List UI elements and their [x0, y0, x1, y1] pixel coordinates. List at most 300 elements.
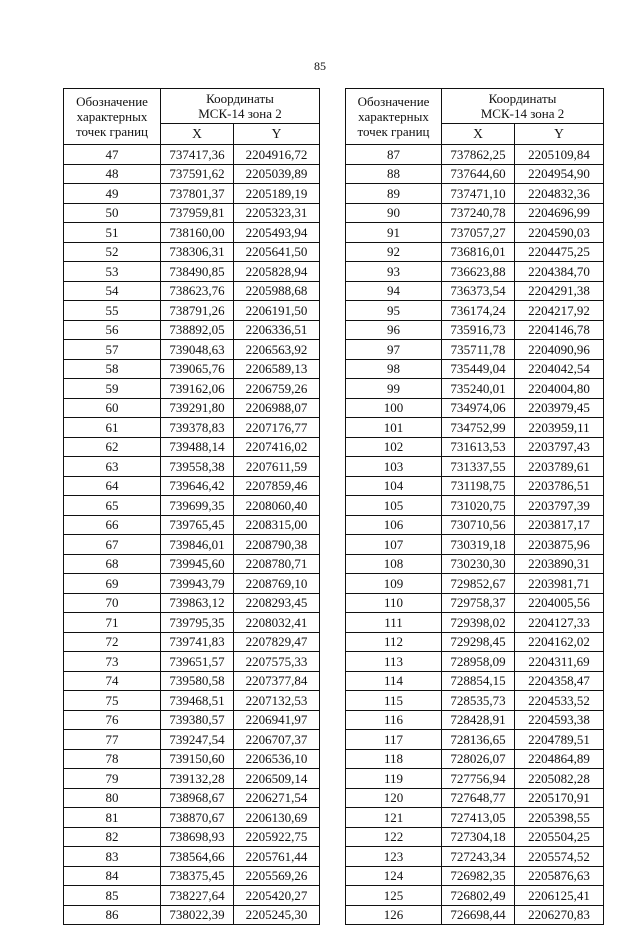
table-row — [346, 808, 604, 828]
y-coordinate-cell: 2205493,94 — [234, 223, 320, 243]
table-row — [346, 769, 604, 789]
y-coordinate-cell: 2204590,03 — [515, 223, 604, 243]
table-row — [64, 496, 320, 516]
point-number-cell: 107 — [346, 535, 442, 555]
point-number-cell: 55 — [64, 301, 161, 321]
x-coordinate-cell: 739162,06 — [161, 379, 234, 399]
table-row — [346, 730, 604, 750]
x-coordinate-cell: 737591,62 — [161, 164, 234, 184]
point-number-cell: 76 — [64, 710, 161, 730]
x-coordinate-cell: 739646,42 — [161, 476, 234, 496]
table-row — [346, 847, 604, 867]
table-row — [346, 866, 604, 886]
y-coordinate-cell: 2206941,97 — [234, 710, 320, 730]
coordinates-table-left — [63, 88, 320, 925]
point-number-cell: 92 — [346, 242, 442, 262]
y-coordinate-cell: 2204475,25 — [515, 242, 604, 262]
table-row — [346, 476, 604, 496]
y-coordinate-cell: 2204593,38 — [515, 710, 604, 730]
y-coordinate-cell: 2206271,54 — [234, 788, 320, 808]
table-row — [64, 242, 320, 262]
y-coordinate-cell: 2208060,40 — [234, 496, 320, 516]
table-row — [346, 671, 604, 691]
x-coordinate-cell: 738227,64 — [161, 886, 234, 906]
point-number-cell: 119 — [346, 769, 442, 789]
point-number-cell: 112 — [346, 632, 442, 652]
table-row — [346, 379, 604, 399]
coordinates-header-line: МСК-14 зона 2 — [480, 106, 565, 121]
x-coordinate-cell: 730319,18 — [442, 535, 515, 555]
x-coordinate-cell: 727756,94 — [442, 769, 515, 789]
table-row — [64, 905, 320, 925]
x-coordinate-cell: 739846,01 — [161, 535, 234, 555]
x-coordinate-cell: 730230,30 — [442, 554, 515, 574]
table-row — [346, 496, 604, 516]
x-coordinate-cell: 728958,09 — [442, 652, 515, 672]
x-coordinate-cell: 735240,01 — [442, 379, 515, 399]
table-row — [64, 340, 320, 360]
coordinates-header — [161, 89, 320, 124]
point-number-cell: 69 — [64, 574, 161, 594]
table-row — [346, 262, 604, 282]
y-coordinate-cell: 2205245,30 — [234, 905, 320, 925]
table-row — [346, 418, 604, 438]
x-coordinate-cell: 735711,78 — [442, 340, 515, 360]
y-coordinate-cell: 2204311,69 — [515, 652, 604, 672]
y-coordinate-cell: 2206191,50 — [234, 301, 320, 321]
y-coordinate-cell: 2205398,55 — [515, 808, 604, 828]
point-number-cell: 83 — [64, 847, 161, 867]
y-coordinate-cell: 2204291,38 — [515, 281, 604, 301]
table-row — [346, 788, 604, 808]
point-number-cell: 71 — [64, 613, 161, 633]
point-number-cell: 124 — [346, 866, 442, 886]
table-row — [64, 652, 320, 672]
x-coordinate-cell: 739380,57 — [161, 710, 234, 730]
y-coordinate-cell: 2205323,31 — [234, 203, 320, 223]
table-row — [64, 671, 320, 691]
table-row — [64, 847, 320, 867]
point-number-cell: 99 — [346, 379, 442, 399]
y-coordinate-cell: 2203797,39 — [515, 496, 604, 516]
x-coordinate-cell: 738564,66 — [161, 847, 234, 867]
x-coordinate-cell: 727413,05 — [442, 808, 515, 828]
point-number-cell: 82 — [64, 827, 161, 847]
point-number-cell: 50 — [64, 203, 161, 223]
y-coordinate-cell: 2205039,89 — [234, 164, 320, 184]
point-number-cell: 125 — [346, 886, 442, 906]
x-coordinate-cell: 729398,02 — [442, 613, 515, 633]
table-row — [64, 613, 320, 633]
point-number-cell: 121 — [346, 808, 442, 828]
y-coordinate-cell: 2203875,96 — [515, 535, 604, 555]
point-number-cell: 123 — [346, 847, 442, 867]
x-coordinate-cell: 730710,56 — [442, 515, 515, 535]
x-coordinate-cell: 739943,79 — [161, 574, 234, 594]
y-coordinate-cell: 2205189,19 — [234, 184, 320, 204]
y-coordinate-cell: 2203797,43 — [515, 437, 604, 457]
y-coordinate-cell: 2204696,99 — [515, 203, 604, 223]
y-coordinate-cell: 2208780,71 — [234, 554, 320, 574]
x-coordinate-cell: 737417,36 — [161, 145, 234, 165]
table-row — [346, 437, 604, 457]
point-number-cell: 62 — [64, 437, 161, 457]
x-coordinate-cell: 735449,04 — [442, 359, 515, 379]
y-coordinate-cell: 2203789,61 — [515, 457, 604, 477]
point-number-cell: 111 — [346, 613, 442, 633]
point-number-cell: 114 — [346, 671, 442, 691]
y-coordinate-cell: 2207176,77 — [234, 418, 320, 438]
x-coordinate-cell: 731613,53 — [442, 437, 515, 457]
x-coordinate-cell: 736373,54 — [442, 281, 515, 301]
y-coordinate-cell: 2204042,54 — [515, 359, 604, 379]
x-coordinate-cell: 737644,60 — [442, 164, 515, 184]
y-coordinate-cell: 2204832,36 — [515, 184, 604, 204]
point-number-cell: 52 — [64, 242, 161, 262]
point-number-cell: 104 — [346, 476, 442, 496]
y-coordinate-cell: 2208293,45 — [234, 593, 320, 613]
table-row — [346, 632, 604, 652]
x-coordinate-cell: 727243,34 — [442, 847, 515, 867]
point-number-cell: 65 — [64, 496, 161, 516]
x-coordinate-cell: 737057,27 — [442, 223, 515, 243]
x-coordinate-cell: 738306,31 — [161, 242, 234, 262]
y-coordinate-cell: 2203981,71 — [515, 574, 604, 594]
x-coordinate-cell: 739150,60 — [161, 749, 234, 769]
x-coordinate-cell: 737240,78 — [442, 203, 515, 223]
table-row — [64, 710, 320, 730]
table-row — [346, 359, 604, 379]
x-coordinate-cell: 739468,51 — [161, 691, 234, 711]
designation-header-line: характерных — [358, 109, 429, 124]
x-coordinate-cell: 739863,12 — [161, 593, 234, 613]
x-coordinate-cell: 739580,58 — [161, 671, 234, 691]
table-row — [64, 691, 320, 711]
y-coordinate-cell: 2204533,52 — [515, 691, 604, 711]
designation-header-line: точек границ — [357, 124, 430, 139]
point-number-cell: 120 — [346, 788, 442, 808]
point-number-cell: 48 — [64, 164, 161, 184]
table-row — [346, 905, 604, 925]
table-row — [64, 749, 320, 769]
x-coordinate-cell: 739651,57 — [161, 652, 234, 672]
table-row — [346, 535, 604, 555]
x-coordinate-cell: 737959,81 — [161, 203, 234, 223]
point-number-cell: 91 — [346, 223, 442, 243]
table-row — [346, 652, 604, 672]
x-coordinate-cell: 739945,60 — [161, 554, 234, 574]
point-number-cell: 105 — [346, 496, 442, 516]
x-coordinate-cell: 731198,75 — [442, 476, 515, 496]
point-number-cell: 70 — [64, 593, 161, 613]
x-coordinate-cell: 738698,93 — [161, 827, 234, 847]
coordinates-header — [442, 89, 604, 124]
table-row — [64, 262, 320, 282]
point-number-cell: 51 — [64, 223, 161, 243]
y-coordinate-cell: 2205922,75 — [234, 827, 320, 847]
y-coordinate-cell: 2203959,11 — [515, 418, 604, 438]
table-row — [346, 398, 604, 418]
point-number-cell: 73 — [64, 652, 161, 672]
y-column-header: Y — [515, 124, 604, 145]
table-row — [64, 359, 320, 379]
x-coordinate-cell: 728535,73 — [442, 691, 515, 711]
point-number-cell: 68 — [64, 554, 161, 574]
y-coordinate-cell: 2204005,56 — [515, 593, 604, 613]
point-number-cell: 77 — [64, 730, 161, 750]
point-number-cell: 98 — [346, 359, 442, 379]
x-coordinate-cell: 739795,35 — [161, 613, 234, 633]
designation-header-line: Обозначение — [357, 94, 430, 109]
y-coordinate-cell: 2208769,10 — [234, 574, 320, 594]
point-number-cell: 87 — [346, 145, 442, 165]
table-row — [64, 418, 320, 438]
x-coordinate-cell: 738791,26 — [161, 301, 234, 321]
point-number-cell: 108 — [346, 554, 442, 574]
x-coordinate-cell: 728428,91 — [442, 710, 515, 730]
point-number-cell: 67 — [64, 535, 161, 555]
table-row — [64, 730, 320, 750]
y-coordinate-cell: 2205504,25 — [515, 827, 604, 847]
point-number-cell: 79 — [64, 769, 161, 789]
x-coordinate-cell: 738490,85 — [161, 262, 234, 282]
y-coordinate-cell: 2205828,94 — [234, 262, 320, 282]
y-coordinate-cell: 2204789,51 — [515, 730, 604, 750]
y-coordinate-cell: 2207575,33 — [234, 652, 320, 672]
table-row — [64, 554, 320, 574]
x-coordinate-cell: 727648,77 — [442, 788, 515, 808]
table-row — [64, 808, 320, 828]
point-number-cell: 63 — [64, 457, 161, 477]
point-number-cell: 102 — [346, 437, 442, 457]
x-coordinate-cell: 729298,45 — [442, 632, 515, 652]
y-coordinate-cell: 2207416,02 — [234, 437, 320, 457]
table-row — [346, 515, 604, 535]
table-row — [64, 574, 320, 594]
point-number-cell: 64 — [64, 476, 161, 496]
point-number-cell: 56 — [64, 320, 161, 340]
x-coordinate-cell: 739488,14 — [161, 437, 234, 457]
point-number-cell: 94 — [346, 281, 442, 301]
x-coordinate-cell: 729758,37 — [442, 593, 515, 613]
table-row — [64, 281, 320, 301]
table-row — [346, 886, 604, 906]
table-row — [64, 437, 320, 457]
x-column-header: X — [161, 124, 234, 145]
table-row — [346, 710, 604, 730]
x-coordinate-cell: 739048,63 — [161, 340, 234, 360]
point-number-cell: 86 — [64, 905, 161, 925]
x-coordinate-cell: 736623,88 — [442, 262, 515, 282]
y-coordinate-cell: 2206125,41 — [515, 886, 604, 906]
y-coordinate-cell: 2204162,02 — [515, 632, 604, 652]
x-coordinate-cell: 731337,55 — [442, 457, 515, 477]
x-coordinate-cell: 737471,10 — [442, 184, 515, 204]
point-number-cell: 81 — [64, 808, 161, 828]
x-coordinate-cell: 739741,83 — [161, 632, 234, 652]
table-row — [64, 827, 320, 847]
point-number-cell: 75 — [64, 691, 161, 711]
x-coordinate-cell: 739247,54 — [161, 730, 234, 750]
point-number-cell: 60 — [64, 398, 161, 418]
y-coordinate-cell: 2206563,92 — [234, 340, 320, 360]
designation-header — [64, 89, 161, 145]
y-coordinate-cell: 2207377,84 — [234, 671, 320, 691]
point-number-cell: 74 — [64, 671, 161, 691]
y-coordinate-cell: 2208032,41 — [234, 613, 320, 633]
y-coordinate-cell: 2206509,14 — [234, 769, 320, 789]
x-coordinate-cell: 739065,76 — [161, 359, 234, 379]
point-number-cell: 122 — [346, 827, 442, 847]
x-coordinate-cell: 726982,35 — [442, 866, 515, 886]
x-coordinate-cell: 726698,44 — [442, 905, 515, 925]
y-coordinate-cell: 2206589,13 — [234, 359, 320, 379]
y-coordinate-cell: 2203890,31 — [515, 554, 604, 574]
table-row — [64, 535, 320, 555]
table-row — [64, 788, 320, 808]
x-coordinate-cell: 739378,83 — [161, 418, 234, 438]
point-number-cell: 58 — [64, 359, 161, 379]
y-coordinate-cell: 2204090,96 — [515, 340, 604, 360]
table-row — [64, 145, 320, 165]
y-coordinate-cell: 2207611,59 — [234, 457, 320, 477]
x-coordinate-cell: 739291,80 — [161, 398, 234, 418]
y-coordinate-cell: 2206707,37 — [234, 730, 320, 750]
y-coordinate-cell: 2204864,89 — [515, 749, 604, 769]
table-row — [346, 574, 604, 594]
x-coordinate-cell: 739699,35 — [161, 496, 234, 516]
y-coordinate-cell: 2203817,17 — [515, 515, 604, 535]
y-coordinate-cell: 2206270,83 — [515, 905, 604, 925]
table-row — [346, 691, 604, 711]
x-coordinate-cell: 738375,45 — [161, 866, 234, 886]
point-number-cell: 100 — [346, 398, 442, 418]
table-row — [64, 769, 320, 789]
table-row — [64, 164, 320, 184]
table-row — [346, 301, 604, 321]
y-coordinate-cell: 2205082,28 — [515, 769, 604, 789]
table-row — [64, 320, 320, 340]
point-number-cell: 49 — [64, 184, 161, 204]
y-coordinate-cell: 2204384,70 — [515, 262, 604, 282]
table-row — [346, 593, 604, 613]
x-coordinate-cell: 734974,06 — [442, 398, 515, 418]
point-number-cell: 80 — [64, 788, 161, 808]
y-coordinate-cell: 2204004,80 — [515, 379, 604, 399]
point-number-cell: 106 — [346, 515, 442, 535]
y-coordinate-cell: 2204954,90 — [515, 164, 604, 184]
x-coordinate-cell: 736174,24 — [442, 301, 515, 321]
point-number-cell: 61 — [64, 418, 161, 438]
x-coordinate-cell: 727304,18 — [442, 827, 515, 847]
y-coordinate-cell: 2205109,84 — [515, 145, 604, 165]
x-coordinate-cell: 738870,67 — [161, 808, 234, 828]
y-coordinate-cell: 2205641,50 — [234, 242, 320, 262]
point-number-cell: 88 — [346, 164, 442, 184]
x-coordinate-cell: 739765,45 — [161, 515, 234, 535]
point-number-cell: 97 — [346, 340, 442, 360]
point-number-cell: 110 — [346, 593, 442, 613]
coordinates-header-line: МСК-14 зона 2 — [198, 106, 282, 121]
x-coordinate-cell: 739558,38 — [161, 457, 234, 477]
y-coordinate-cell: 2203786,51 — [515, 476, 604, 496]
x-coordinate-cell: 735916,73 — [442, 320, 515, 340]
table-row — [64, 476, 320, 496]
point-number-cell: 103 — [346, 457, 442, 477]
y-coordinate-cell: 2206759,26 — [234, 379, 320, 399]
table-row — [346, 749, 604, 769]
y-coordinate-cell: 2206536,10 — [234, 749, 320, 769]
point-number-cell: 101 — [346, 418, 442, 438]
table-row — [346, 281, 604, 301]
point-number-cell: 117 — [346, 730, 442, 750]
x-coordinate-cell: 728854,15 — [442, 671, 515, 691]
table-row — [346, 320, 604, 340]
point-number-cell: 85 — [64, 886, 161, 906]
point-number-cell: 115 — [346, 691, 442, 711]
table-row — [346, 184, 604, 204]
y-column-header: Y — [234, 124, 320, 145]
point-number-cell: 93 — [346, 262, 442, 282]
y-coordinate-cell: 2204217,92 — [515, 301, 604, 321]
y-coordinate-cell: 2205569,26 — [234, 866, 320, 886]
x-coordinate-cell: 734752,99 — [442, 418, 515, 438]
x-coordinate-cell: 738968,67 — [161, 788, 234, 808]
table-row — [64, 203, 320, 223]
x-coordinate-cell: 726802,49 — [442, 886, 515, 906]
x-column-header: X — [442, 124, 515, 145]
y-coordinate-cell: 2208315,00 — [234, 515, 320, 535]
x-coordinate-cell: 737801,37 — [161, 184, 234, 204]
designation-header-line: Обозначение — [76, 94, 148, 109]
y-coordinate-cell: 2207859,46 — [234, 476, 320, 496]
table-row — [346, 827, 604, 847]
point-number-cell: 59 — [64, 379, 161, 399]
y-coordinate-cell: 2205988,68 — [234, 281, 320, 301]
point-number-cell: 47 — [64, 145, 161, 165]
designation-header — [346, 89, 442, 145]
y-coordinate-cell: 2205761,44 — [234, 847, 320, 867]
page-number: 85 — [314, 59, 326, 73]
point-number-cell: 90 — [346, 203, 442, 223]
y-coordinate-cell: 2205420,27 — [234, 886, 320, 906]
x-coordinate-cell: 738623,76 — [161, 281, 234, 301]
y-coordinate-cell: 2206988,07 — [234, 398, 320, 418]
x-coordinate-cell: 738892,05 — [161, 320, 234, 340]
y-coordinate-cell: 2206336,51 — [234, 320, 320, 340]
x-coordinate-cell: 731020,75 — [442, 496, 515, 516]
y-coordinate-cell: 2204127,33 — [515, 613, 604, 633]
table-row — [64, 301, 320, 321]
x-coordinate-cell: 738022,39 — [161, 905, 234, 925]
table-row — [64, 866, 320, 886]
table-row — [346, 145, 604, 165]
point-number-cell: 109 — [346, 574, 442, 594]
table-row — [64, 632, 320, 652]
x-coordinate-cell: 738160,00 — [161, 223, 234, 243]
table-row — [64, 379, 320, 399]
table-row — [346, 554, 604, 574]
y-coordinate-cell: 2205574,52 — [515, 847, 604, 867]
table-row — [64, 593, 320, 613]
point-number-cell: 78 — [64, 749, 161, 769]
point-number-cell: 116 — [346, 710, 442, 730]
y-coordinate-cell: 2205876,63 — [515, 866, 604, 886]
y-coordinate-cell: 2206130,69 — [234, 808, 320, 828]
y-coordinate-cell: 2204916,72 — [234, 145, 320, 165]
point-number-cell: 66 — [64, 515, 161, 535]
point-number-cell: 118 — [346, 749, 442, 769]
